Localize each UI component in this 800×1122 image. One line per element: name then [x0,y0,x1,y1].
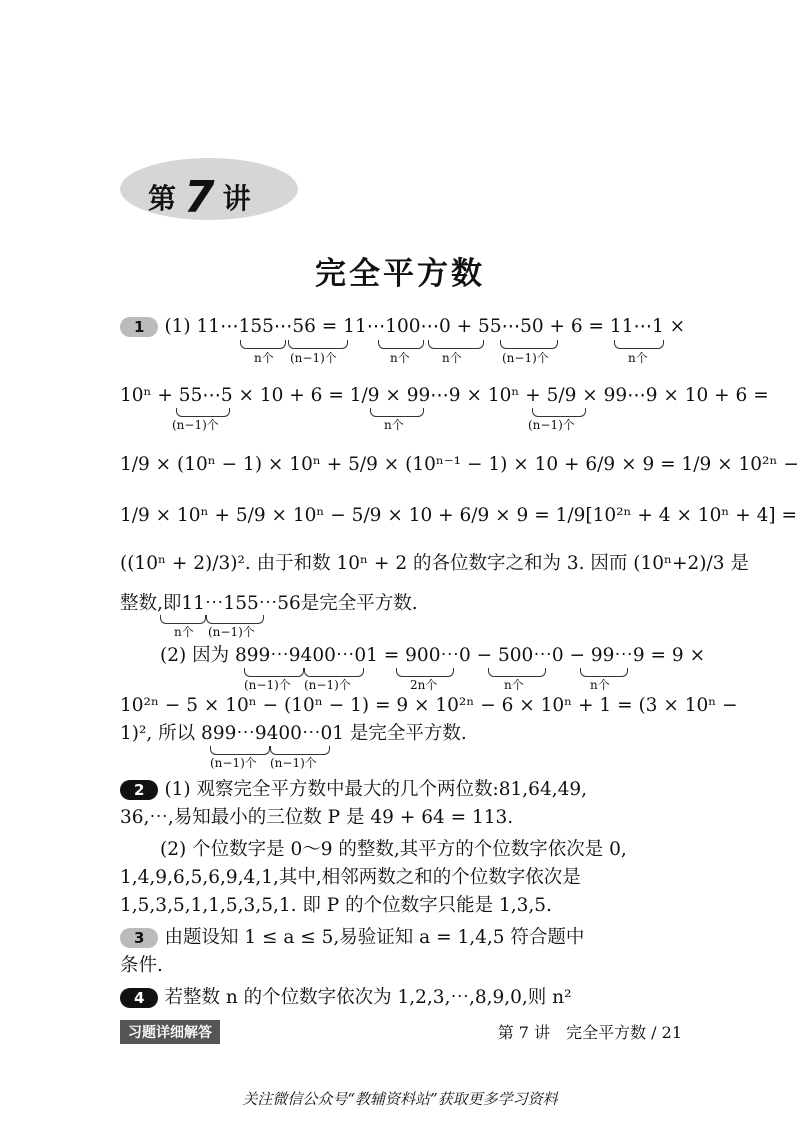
brace [240,340,286,349]
line-17-text: 若整数 n 的个位数字依次为 1,2,3,⋯,8,9,0,则 n² [164,987,572,1008]
question-number-2: 2 [120,780,158,800]
brace [614,340,664,349]
line-5: ((10ⁿ + 2)/3)². 由于和数 10ⁿ + 2 的各位数字之和为 3. 因而 (10ⁿ+2)/3 是 [120,553,749,574]
brace-label: n个 [442,351,462,365]
chapter-number: 7 [184,172,217,223]
line-4: 1/9 × 10ⁿ + 5/9 × 10ⁿ − 5/9 × 10 + 6/9 × 9 = 1/9[10²ⁿ + 4 × 10ⁿ + 4] = [120,505,798,526]
brace-label: (n−1)个 [304,678,351,692]
brace-label: n个 [504,678,524,692]
footer-page-info: 第 7 讲 完全平方数 / 21 [497,1023,682,1042]
brace-label: n个 [390,351,410,365]
brace-label: (n−1)个 [210,756,257,770]
line-11: 36,⋯,易知最小的三位数 P 是 49 + 64 = 113. [120,807,514,828]
brace-label: n个 [628,351,648,365]
line-9: 1)², 所以 899⋯9400⋯01 是完全平方数. [120,723,467,744]
line-16: 条件. [120,955,163,976]
line-8: 10²ⁿ − 5 × 10ⁿ − (10ⁿ − 1) = 9 × 10²ⁿ − 6 × 10ⁿ + 1 = (3 × 10ⁿ − [120,695,738,716]
line-15-text: 由题设知 1 ≤ a ≤ 5,易验证知 a = 1,4,5 符合题中 [164,927,585,948]
line-17 [120,986,686,1010]
question-number-4: 4 [120,988,158,1008]
line-13: 1,4,9,6,5,6,9,4,1,其中,相邻两数之和的个位数字依次是 [120,867,581,888]
brace-label: 2n个 [410,678,438,692]
line-10 [120,778,686,802]
line-1 [120,315,686,339]
line-10-text: (1) 观察完全平方数中最大的几个两位数:81,64,49, [164,779,588,800]
brace-label: (n−1)个 [290,351,337,365]
brace-label: (n−1)个 [502,351,549,365]
line-7: (2) 因为 899⋯9400⋯01 = 900⋯0 − 500⋯0 − 99⋯9 = 9 × [160,645,706,666]
brace-label: n个 [590,678,610,692]
watermark-text: 关注微信公众号“教辅资料站”获取更多学习资料 [242,1090,558,1108]
line-2: 10ⁿ + 55⋯5 × 10 + 6 = 1/9 × 99⋯9 × 10ⁿ + 5/9 × 99⋯9 × 10 + 6 = [120,385,769,406]
brace-label: n个 [174,625,194,639]
line-14: 1,5,3,5,1,1,5,3,5,1. 即 P 的个位数字只能是 1,3,5. [120,895,552,916]
brace-label: n个 [254,351,274,365]
question-number-1: 1 [120,317,158,337]
chapter-suffix: 讲 [222,182,253,215]
line-1-text: (1) 11⋯155⋯56 = 11⋯100⋯0 + 55⋯50 + 6 = 11⋯1 × [164,316,686,337]
brace-label: n个 [384,418,404,432]
brace-label: (n−1)个 [270,756,317,770]
brace [428,340,484,349]
brace [500,340,558,349]
brace-label: (n−1)个 [172,418,219,432]
chapter-prefix: 第 [148,182,179,215]
chapter-label [148,168,253,223]
brace [378,340,424,349]
line-12: (2) 个位数字是 0～9 的整数,其平方的个位数字依次是 0, [160,839,627,860]
line-6: 整数,即11⋯155⋯56是完全平方数. [120,593,418,614]
brace-label: (n−1)个 [208,625,255,639]
brace-label: (n−1)个 [528,418,575,432]
question-number-3: 3 [120,928,158,948]
brace [288,340,348,349]
brace-label: (n−1)个 [244,678,291,692]
line-3: 1/9 × (10ⁿ − 1) × 10ⁿ + 5/9 × (10ⁿ⁻¹ − 1) × 10 + 6/9 × 9 = 1/9 × 10²ⁿ − [120,454,799,475]
line-15 [120,926,686,950]
page-title: 完全平方数 [315,256,485,292]
footer-section-label: 习题详细解答 [120,1020,220,1044]
